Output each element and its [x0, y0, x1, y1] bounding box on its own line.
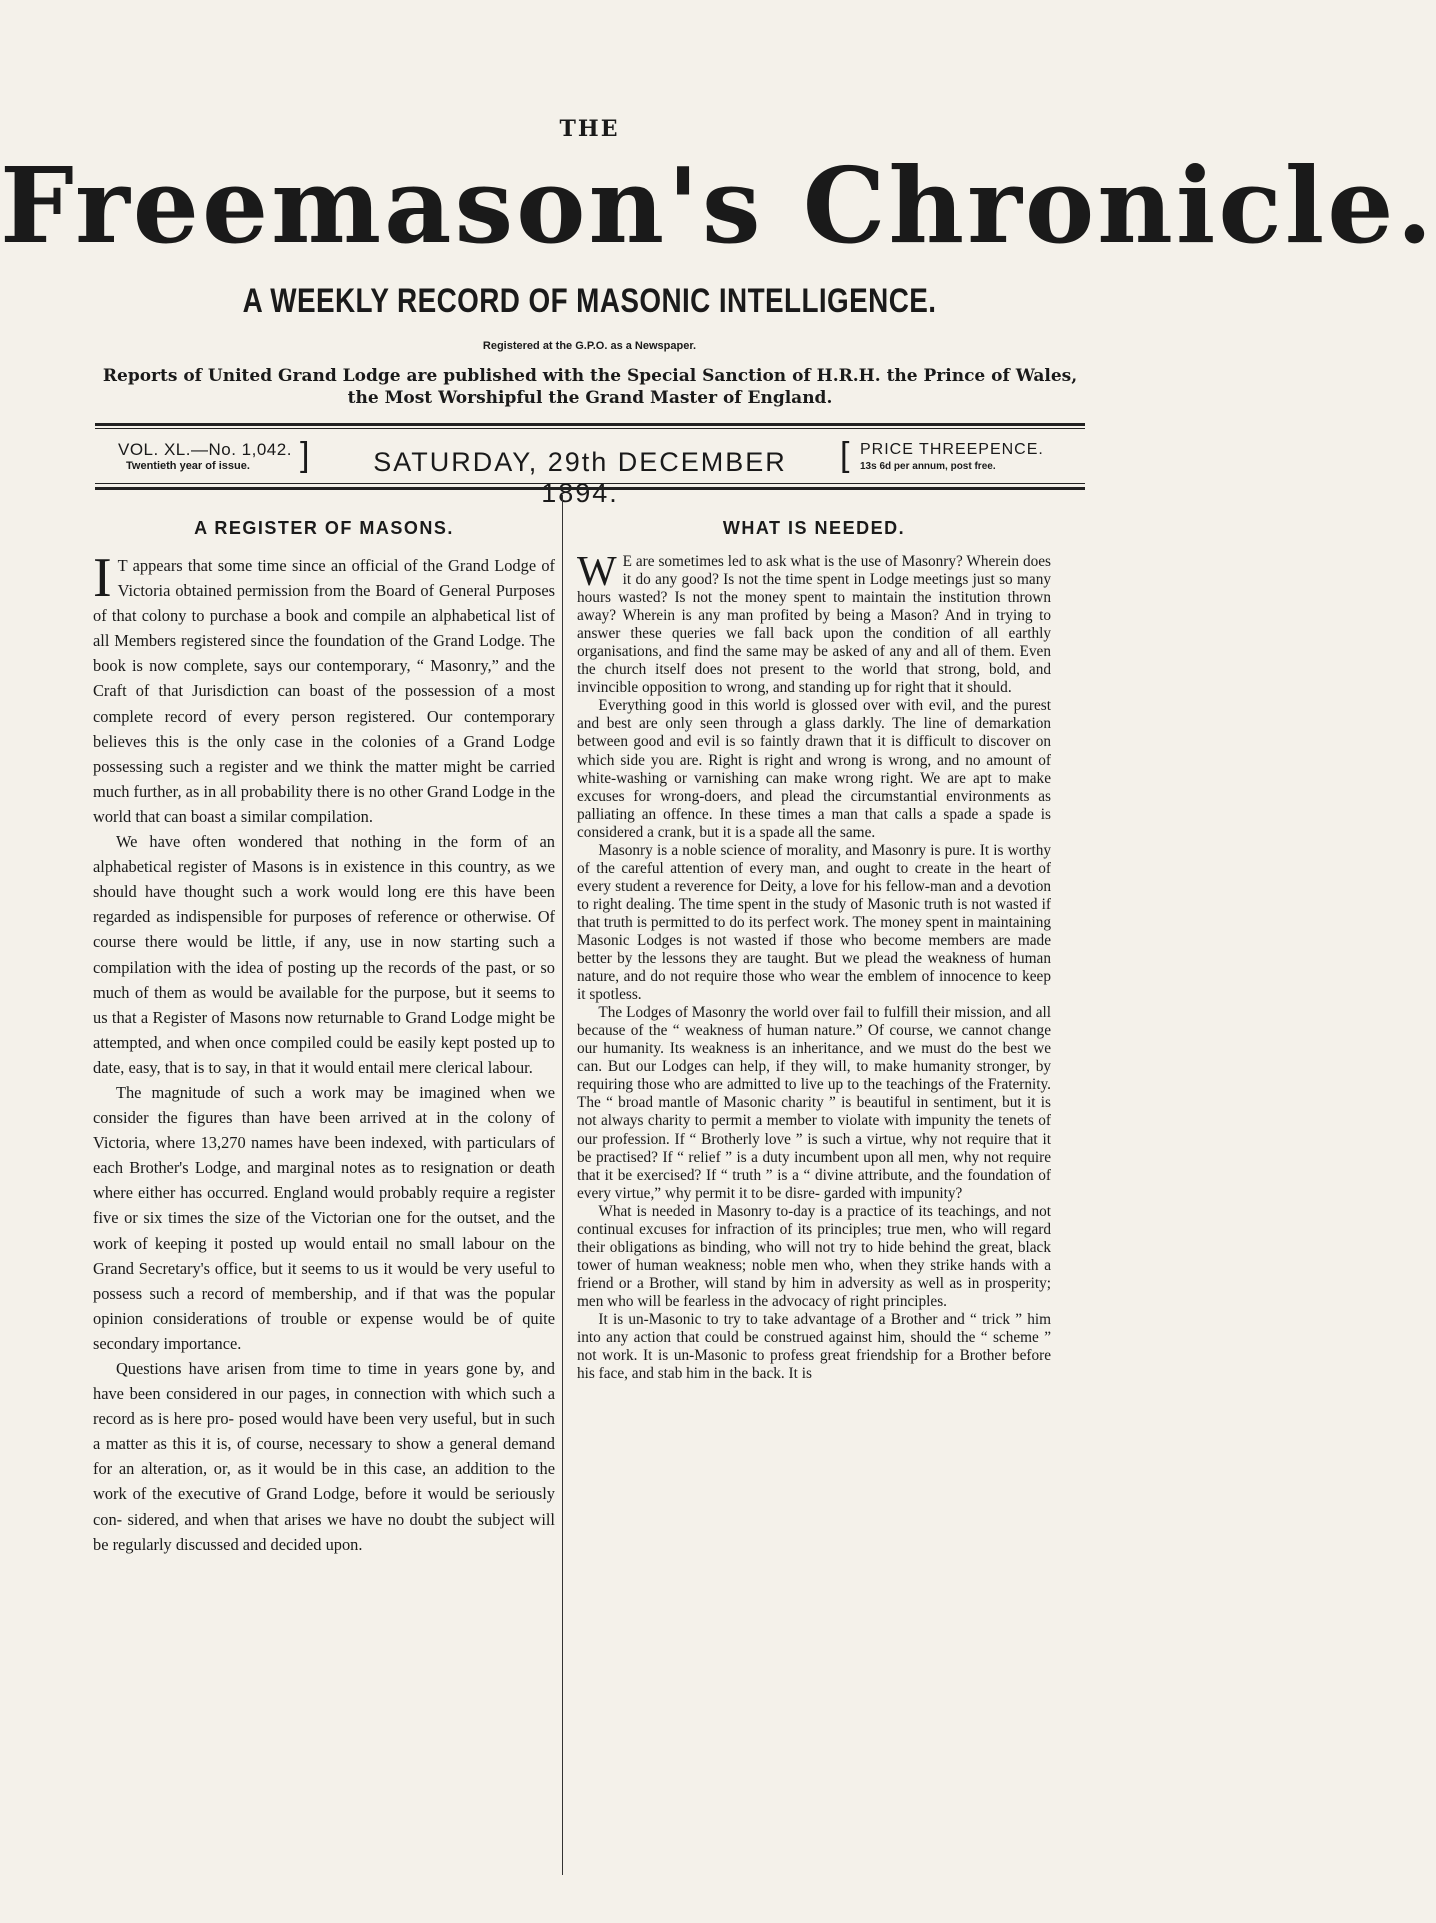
article-paragraph-1: [577, 549, 1051, 697]
price-bracket: [: [840, 436, 850, 474]
article-paragraph-6: It is un-Masonic to try to take advantage of a Brother and “ trick ” him into any action that could be construed against him, should the “ scheme ” not work. It is un-Masonic to profess great friendship for a Brother before his face, and stab him in the back. It is: [577, 1310, 1051, 1383]
column-divider: [562, 495, 563, 1875]
article-what-is-needed: [577, 518, 1051, 1383]
volume-bracket: ]: [300, 436, 310, 474]
article-paragraph-3: The magnitude of such a work may be imagined when we consider the figures than have been arrived at in the colony of Victoria, where 13,270 names have been indexed, with particulars of each Brother's Lodge, and marginal notes as to resignation or death where either has occurred. England would probably require a register five or six times the size of the Victorian one for the outset, and the work of keeping it posted up would entail no small labour on the Grand Secretary's office, but it seems to us it would be very useful to possess such a record of membership, and if that was the popular opinion considerations of trouble or expense would be of quite secondary importance.: [93, 1082, 555, 1353]
drop-cap: I: [93, 547, 112, 609]
price-label: PRICE THREEPENCE.: [860, 441, 1044, 458]
header-bottom-rule: [95, 487, 1085, 490]
registered-note: Registered at the G.P.O. as a Newspaper.: [482, 340, 697, 352]
volume-number: VOL. XL.—No. 1,042.: [118, 440, 292, 459]
issue-price: [860, 441, 1044, 475]
reports-notice: [90, 365, 1090, 409]
article-paragraph-4: Questions have arisen from time to time in years gone by, and have been considered in our pages, in connection with which such a record as is here pro- posed would have been very useful, but in such a matter as this it is, of course, necessary to show a general demand for an alteration, or, as it would be in this case, an addition to the work of the executive of Grand Lodge, before it would be seriously con- sidered, and when that arises we have no doubt the subject will be regularly discussed and decided upon.: [93, 1359, 555, 1554]
issue-volume: [118, 442, 292, 474]
masthead-subtitle: A WEEKLY RECORD OF MASONIC INTELLIGENCE.: [242, 282, 937, 320]
article-title: A REGISTER OF MASONS.: [194, 518, 454, 538]
article-paragraph-2: Everything good in this world is glossed over with evil, and the purest and best are only seen through a glass darkly. The line of demarkation between good and evil is so faintly drawn that it is difficult to discover on which side you are. Right is right and wrong is wrong, and no amount of white-washing or varnishing can make wrong right. We are apt to make excuses for wrong-doers, and plead the circumstantial environments as palliating an offence. In these times a man that calls a spade a spade is considered a crank, but it is a spade all the same.: [577, 697, 1051, 841]
header-bottom-rule-thin: [95, 483, 1085, 484]
article-title: WHAT IS NEEDED.: [722, 518, 906, 538]
year-of-issue: Twentieth year of issue.: [126, 460, 250, 472]
paragraph-text: E are sometimes led to ask what is the use of Masonry? Wherein does it do any good? Is not the time spent in Lodge meetings just so many hours wasted? Is not the money spent to maintain the institution thrown away? Wherein is any man profited by being a Mason? And in trying to answer these queries we fall back upon the condition of all earthly organisations, and find the same may be asked of any and all of them. Even the church itself does not present to the world that strong, bold, and invincible opposition to wrong, and standing up for right that it should.: [577, 553, 1051, 697]
article-paragraph-4: The Lodges of Masonry the world over fail to fulfill their mission, and all because of the “ weakness of human nature.” Of course, we cannot change our humanity. Its weakness is an inheritance, and we must do the best we can. But our Lodges can help, if they will, to make humanity stronger, by requiring those who are admitted to live up to the teachings of the Fraternity. The “ broad mantle of Masonic charity ” is beautiful in sentiment, but it is not always charity to permit a member to violate with impunity the tenets of our profession. If “ Brotherly love ” is such a virtue, why not require that it be practised? If “ relief ” is a duty incumbent upon all men, why not require that it be exercised? If “ truth ” is a “ divine attribute, and the foundation of every virtue,” why permit it to be disre- garded with impunity?: [577, 1004, 1051, 1202]
reports-line-1: Reports of United Grand Lodge are published with the Special Sanction of H.R.H. the Prince of Wales,: [102, 366, 1078, 386]
article-paragraph-2: We have often wondered that nothing in the form of an alphabetical register of Masons is in existence in this country, as we should have thought such a work would long ere this have been regarded as indispensible for purposes of reference or otherwise. Of course there would be little, if any, use in now starting such a compilation with the idea of posting up the records of the past, or so much of them as would be available for the purpose, but it seems to us that a Register of Masons now returnable to Grand Lodge might be attempted, and when once compiled could be easily kept posted up to date, easy, that is to say, in that it would entail mere clerical labour.: [93, 832, 555, 1077]
annual-price: 13s 6d per annum, post free.: [860, 461, 996, 472]
article-paragraph-1: [93, 547, 555, 829]
top-rule-thin: [95, 428, 1085, 429]
reports-line-2: the Most Worshipful the Grand Master of England.: [347, 388, 833, 408]
issue-date: SATURDAY, 29th DECEMBER 1894.: [373, 447, 787, 508]
article-paragraph-3: Masonry is a noble science of morality, and Masonry is pure. It is worthy of the careful attention of every man, and ought to create in the heart of every student a reverence for Deity, a love for his fellow-man and a devotion to right dealing. The time spent in the study of Masonic truth is not wasted if that truth is permitted to do its perfect work. The money spent in maintaining Masonic Lodges is not wasted if those who become members are made better by the lessons they are taught. But we plead the weakness of human nature, and do not require those who wear the emblem of innocence to keep it spotless.: [577, 841, 1051, 1004]
drop-cap: W: [577, 549, 617, 595]
top-rule: [95, 423, 1085, 426]
article-register-of-masons: [93, 518, 555, 1557]
article-paragraph-5: What is needed in Masonry to-day is a practice of its teachings, and not continual excuses for infraction of its principles; true men, who will regard their obligations as binding, who will not try to hide behind the great, black tower of human weakness; noble men who, when they strike hands with a friend or a Brother, will stand by him in adversity as well as in prosperity; men who will be fearless in the advocacy of right principles.: [577, 1202, 1051, 1310]
paragraph-text: T appears that some time since an official of the Grand Lodge of Victoria obtained permission from the Board of General Purposes of that colony to purchase a book and compile an alphabetical list of all Members registered since the foundation of the Grand Lodge. The book is now complete, says our contemporary, “ Masonry,” and the Craft of that Jurisdiction can boast of the possession of a most complete record of every person registered. Our contemporary believes this is the only case in the colonies of a Grand Lodge possessing such a register and we think the matter might be carried much further, as in all probability there is no other Grand Lodge in the world that can boast a similar compilation.: [93, 556, 555, 826]
masthead-the: THE: [559, 116, 620, 142]
masthead-title: Freemason's Chronicle.: [0, 144, 1436, 267]
